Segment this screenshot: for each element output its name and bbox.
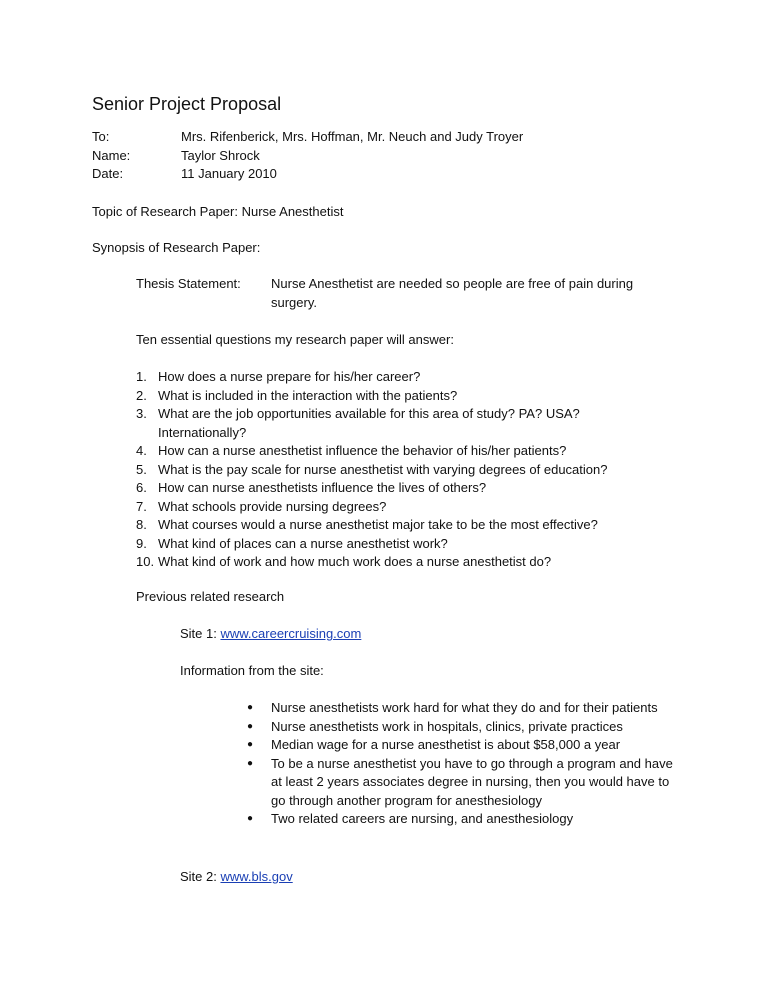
bullet-icon: ● xyxy=(247,720,254,732)
to-value: Mrs. Rifenberick, Mrs. Hoffman, Mr. Neuch and Judy Troyer xyxy=(181,129,524,144)
site2-label: Site 2: xyxy=(180,869,221,884)
to-row xyxy=(92,128,523,147)
bullet-icon: ● xyxy=(247,702,254,713)
site1-line xyxy=(180,625,361,644)
list-item xyxy=(136,479,656,498)
list-item xyxy=(247,755,687,811)
list-item xyxy=(136,368,656,387)
bullet-text: Median wage for a nurse anesthetist is about $58,000 a year xyxy=(271,737,621,752)
question-number: 6. xyxy=(136,480,147,495)
list-item xyxy=(136,442,656,461)
name-row xyxy=(92,147,523,166)
date-value: 11 January 2010 xyxy=(181,166,277,181)
question-number: 7. xyxy=(136,498,147,514)
question-number: 4. xyxy=(136,443,147,458)
question-text: What courses would a nurse anesthetist major take to be the most effective? xyxy=(158,517,598,532)
question-number: 8. xyxy=(136,517,147,532)
list-item xyxy=(247,699,687,718)
previous-research-heading: Previous related research xyxy=(136,589,285,604)
header-block xyxy=(92,128,523,184)
list-item xyxy=(136,498,656,517)
list-item xyxy=(136,516,656,535)
list-item xyxy=(136,387,656,406)
list-item xyxy=(136,405,656,442)
bullet-icon: ● xyxy=(247,757,254,769)
date-label: Date: xyxy=(92,166,124,181)
bullet-text: Nurse anesthetists work hard for what they do and for their patients xyxy=(271,700,658,715)
list-item xyxy=(247,810,687,829)
list-item xyxy=(136,553,656,572)
bullet-text: Nurse anesthetists work in hospitals, clinics, private practices xyxy=(271,718,623,734)
site2-link[interactable]: www.bls.gov xyxy=(220,869,293,884)
question-text: What kind of work and how much work does a nurse anesthetist do? xyxy=(158,554,552,569)
question-number: 1. xyxy=(136,369,147,384)
info-bullets xyxy=(247,699,687,829)
question-text: What schools provide nursing degrees? xyxy=(158,498,387,514)
list-item xyxy=(136,461,656,480)
question-number: 5. xyxy=(136,461,147,477)
question-number: 10. xyxy=(136,554,155,569)
info-heading: Information from the site: xyxy=(180,663,324,678)
bullet-icon: ● xyxy=(247,813,254,824)
question-text: How can nurse anesthetists influence the lives of others? xyxy=(158,480,487,495)
bullet-text: To be a nurse anesthetist you have to go through a program and have at least 2 years associates degree in nursing, then you would have to go through another program for anesthesiology xyxy=(271,755,673,808)
to-label: To: xyxy=(92,129,110,144)
questions-list xyxy=(136,368,656,572)
name-label: Name: xyxy=(92,147,131,163)
question-text: How can a nurse anesthetist influence the behavior of his/her patients? xyxy=(158,443,567,458)
question-text: What kind of places can a nurse anesthetist work? xyxy=(158,535,448,551)
thesis-text: Nurse Anesthetist are needed so people are free of pain during surgery. xyxy=(271,276,634,310)
question-text: How does a nurse prepare for his/her career? xyxy=(158,369,421,384)
name-value: Taylor Shrock xyxy=(181,147,260,163)
topic-line: Topic of Research Paper: Nurse Anesthetist xyxy=(92,204,344,219)
synopsis-heading: Synopsis of Research Paper: xyxy=(92,240,261,255)
list-item xyxy=(247,718,687,737)
site1-label: Site 1: xyxy=(180,626,221,641)
bullet-icon: ● xyxy=(247,739,254,750)
question-text: What is included in the interaction with the patients? xyxy=(158,387,458,403)
site1-link[interactable]: www.careercruising.com xyxy=(220,626,362,641)
question-number: 2. xyxy=(136,387,147,403)
question-text: What are the job opportunities available for this area of study? PA? USA? Internationally? xyxy=(158,406,580,440)
list-item xyxy=(247,736,687,755)
questions-intro: Ten essential questions my research paper will answer: xyxy=(136,332,454,347)
thesis-block xyxy=(136,275,671,312)
date-row xyxy=(92,165,523,184)
question-text: What is the pay scale for nurse anesthetist with varying degrees of education? xyxy=(158,461,608,477)
question-number: 9. xyxy=(136,535,147,551)
page-title: Senior Project Proposal xyxy=(92,94,282,114)
question-number: 3. xyxy=(136,406,147,421)
bullet-text: Two related careers are nursing, and anesthesiology xyxy=(271,811,574,826)
thesis-label: Thesis Statement: xyxy=(136,276,241,291)
site2-line xyxy=(180,868,293,887)
list-item xyxy=(136,535,656,554)
